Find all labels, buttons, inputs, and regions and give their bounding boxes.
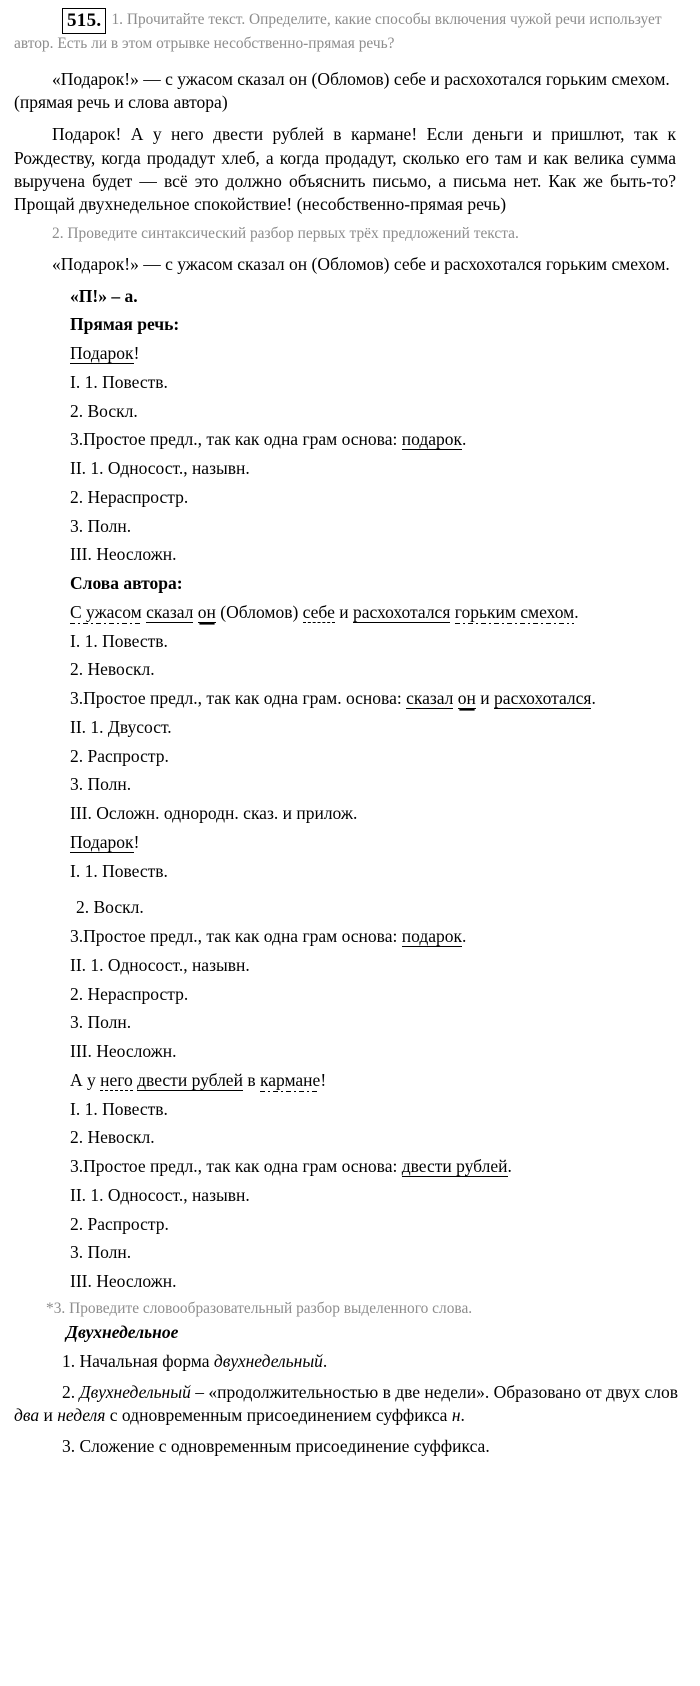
aw-line-4: II. 1. Двусост. (70, 716, 172, 737)
aw-base-subject: он (457, 688, 476, 709)
speech-scheme-formula: «П!» – а. (70, 285, 138, 306)
wf-item-2-italic-1: Двухнедельный (79, 1381, 191, 1402)
ts-object-word: него (100, 1069, 133, 1090)
exercise-number-box: 515. (62, 8, 106, 34)
second-sentence (14, 831, 682, 854)
third-sentence-analysis (14, 1069, 682, 1293)
wf-item-1 (14, 1350, 682, 1373)
ds-line-5: 2. Нераспростр. (70, 486, 189, 507)
sentence-punctuation: ! (133, 343, 140, 364)
wf-item-2-italic-2: два (14, 1405, 40, 1426)
task-2-instruction-block (14, 224, 682, 244)
conjunction-word: и (339, 601, 349, 622)
ss-line-4: II. 1. Односост., назывн. (70, 954, 250, 975)
appositive-word: (Обломов) (220, 601, 299, 622)
wf-item-1-prefix: 1. Начальная форма (62, 1350, 214, 1371)
ss-line-6: 3. Полн. (70, 1012, 132, 1033)
author-words-heading: Слова автора: (70, 573, 183, 594)
ts-adverbial-word: кармане (259, 1069, 321, 1090)
aw-line-3-prefix: 3.Простое предл., так как одна грам. основа: (70, 688, 407, 709)
aw-line-3 (14, 687, 682, 710)
task-3-instruction: *3. Проведите словообразовательный разбор выделенного слова. (46, 1299, 473, 1317)
ts-line-3-prefix: 3.Простое предл., так как одна грам основа: (70, 1156, 402, 1177)
aw-line-7: III. Осложн. однородн. сказ. и прилож. (70, 803, 358, 824)
aw-line-5: 2. Распростр. (70, 745, 169, 766)
aw-line-3-suffix: . (591, 688, 596, 709)
ts-opening: А у (70, 1069, 101, 1090)
text-quote-2: Подарок! А у него двести рублей в кармане! Если деньги и пришлют, так к Рождеству, когда продадут хлеб, а когда продадут, сколько его там и как велика сумма выручена будет — всё это должно объяснить письмо, а письма нет. Как же быть-то? Прощай двухнедельное спокойствие! (несобственно-прямая речь) (14, 124, 676, 215)
ts-line-3 (14, 1155, 682, 1178)
direct-speech-heading: Прямая речь: (70, 314, 180, 335)
wf-item-2-suffix: . (460, 1405, 465, 1426)
ts-subject-phrase: двести рублей (137, 1069, 243, 1090)
sentence-punctuation: ! (320, 1069, 327, 1090)
word-formation-headword: Двухнедельное (66, 1321, 179, 1342)
ts-line-5: 2. Распростр. (70, 1213, 169, 1234)
ts-preposition: в (242, 1069, 260, 1090)
adverbial-phrase: С ужасом (70, 601, 142, 622)
ts-line-4: II. 1. Односост., назывн. (70, 1184, 250, 1205)
predicate-word-1: сказал (146, 601, 194, 622)
ds-line-3-suffix: . (462, 429, 467, 450)
ds-line-3-base: подарок (401, 429, 462, 450)
ts-line-6: 3. Полн. (70, 1242, 132, 1263)
second-sentence-analysis (14, 831, 682, 1063)
ts-line-7: III. Неосложн. (70, 1271, 177, 1292)
ss-line-2: 2. Воскл. (76, 897, 144, 918)
ds-line-4: II. 1. Односост., назывн. (70, 458, 250, 479)
ds-line-1: I. 1. Повеств. (70, 371, 168, 392)
aw-base-predicate-1: сказал (406, 688, 454, 709)
sentence-punctuation: . (574, 601, 579, 622)
ds-line-2: 2. Воскл. (70, 400, 138, 421)
wf-item-2-mid-2: и (39, 1405, 58, 1426)
predicate-word-2: расхохотался (352, 601, 451, 622)
spacer (14, 55, 682, 59)
wf-item-2-italic-4: н (451, 1405, 461, 1426)
ss-line-3-base: подарок (401, 926, 462, 947)
ss-line-3-prefix: 3.Простое предл., так как одна грам основа: (70, 926, 402, 947)
aw-line-6: 3. Полн. (70, 774, 132, 795)
wf-item-2-mid-1: – «продолжительностью в две недели». Образовано от двух слов (190, 1381, 678, 1402)
wf-item-1-italic: двухнедельный (213, 1350, 323, 1371)
wf-item-2-prefix: 2. (62, 1381, 80, 1402)
ss-line-1: I. 1. Повеств. (70, 860, 168, 881)
word-formation-analysis (14, 1321, 682, 1459)
ss-line-3-suffix: . (462, 926, 467, 947)
author-words-sentence (14, 601, 682, 624)
direct-speech-analysis (14, 313, 682, 566)
aw-line-2: 2. Невоскл. (70, 659, 155, 680)
text-quote-1: «Подарок!» — с ужасом сказал он (Обломов) себе и расхохотался горьким смехом. (прямая речь и слова автора) (14, 68, 670, 113)
ss-line-3 (14, 925, 682, 948)
ts-line-3-suffix: . (507, 1156, 512, 1177)
subject-word: он (197, 601, 216, 622)
wf-item-2-mid-3: с одновременным присоединением суффикса (105, 1405, 452, 1426)
ds-line-3-prefix: 3.Простое предл., так как одна грам основа: (70, 429, 402, 450)
task-1-instruction: 1. Прочитайте текст. Определите, какие способы включения чужой речи использует автор. Есть ли в этом отрывке несобственно-прямая речь? (14, 11, 662, 52)
ss-line-5: 2. Нераспростр. (70, 983, 189, 1004)
ss-line-7: III. Неосложн. (70, 1041, 177, 1062)
ts-line-3-base: двести рублей (401, 1156, 508, 1177)
wf-item-2 (14, 1381, 682, 1428)
task-3-instruction-block (14, 1299, 682, 1319)
subject-word: Подарок (70, 343, 134, 364)
wf-item-2-italic-3: неделя (57, 1405, 106, 1426)
third-sentence (14, 1069, 682, 1092)
sentence-punctuation: ! (133, 831, 140, 852)
subject-word: Подарок (70, 831, 134, 852)
text-quote-3: «Подарок!» — с ужасом сказал он (Обломов) себе и расхохотался горьким смехом. (52, 254, 670, 275)
ds-line-3 (14, 428, 682, 451)
direct-speech-sentence (14, 342, 682, 365)
aw-line-3-conj: и (475, 688, 495, 709)
wf-item-1-suffix: . (322, 1350, 328, 1371)
object-word: себе (302, 601, 335, 622)
wf-item-3: 3. Сложение с одновременным присоединение суффикса. (62, 1436, 490, 1457)
ts-line-2: 2. Невоскл. (70, 1127, 155, 1148)
aw-line-1: I. 1. Повеств. (70, 630, 168, 651)
adverbial-phrase-2: горьким смехом (454, 601, 575, 622)
task-2-instruction: 2. Проведите синтаксический разбор первых трёх предложений текста. (52, 225, 519, 243)
ds-line-6: 3. Полн. (70, 515, 132, 536)
aw-base-predicate-2: расхохотался (494, 688, 592, 709)
exercise-header (14, 8, 682, 55)
ds-line-7: III. Неосложн. (70, 544, 177, 565)
author-words-analysis (14, 572, 682, 825)
ts-line-1: I. 1. Повеств. (70, 1098, 168, 1119)
